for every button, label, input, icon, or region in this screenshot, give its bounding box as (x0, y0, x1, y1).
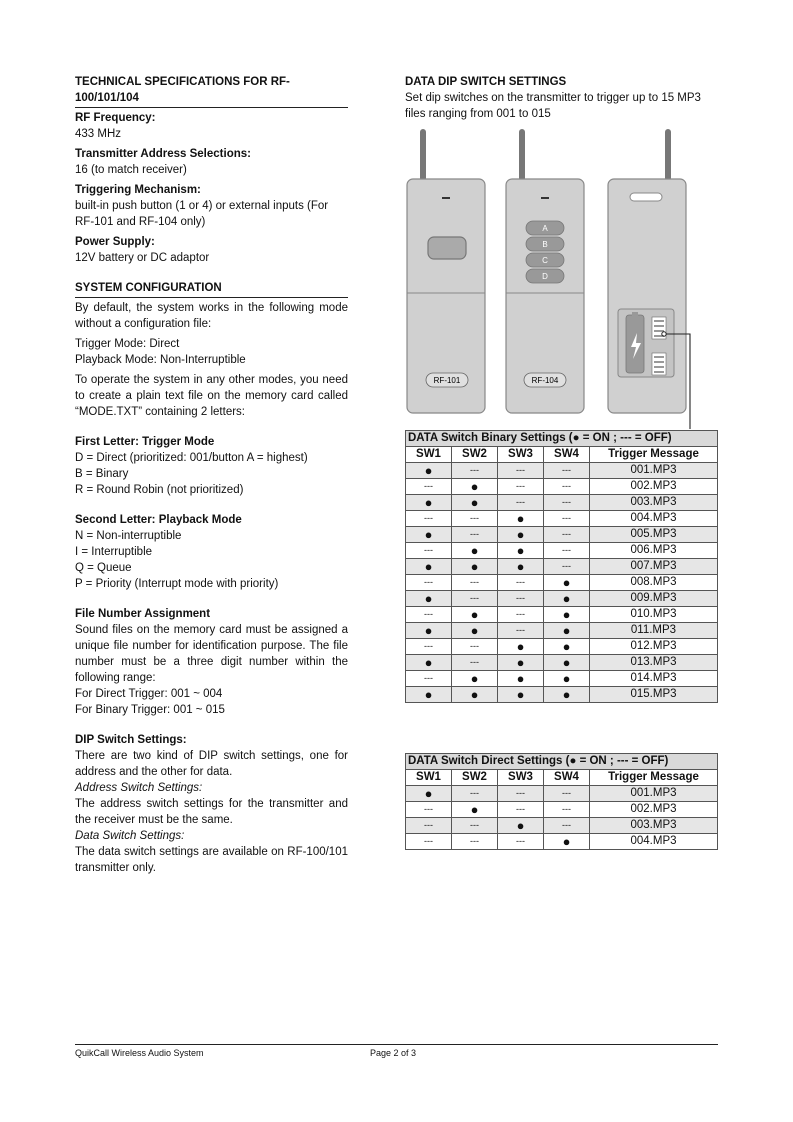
switch-state-cell: ● (406, 527, 452, 543)
trigger-message-cell: 004.MP3 (590, 834, 718, 850)
address-switch-label: Address Switch Settings: (75, 782, 203, 794)
switch-state-cell: ● (452, 479, 498, 495)
switch-state-cell: --- (498, 463, 544, 479)
address-switch-text: The address switch settings for the transmitter and the receiver must be the same. (75, 798, 348, 826)
file-number-direct: For Direct Trigger: 001 ~ 004 (75, 688, 223, 700)
switch-state-cell: ● (544, 575, 590, 591)
switch-state-cell: --- (544, 495, 590, 511)
switch-state-cell: --- (544, 802, 590, 818)
system-config-intro: By default, the system works in the following mode without a configuration file: (75, 302, 348, 330)
switch-state-cell: --- (452, 786, 498, 802)
switch-state-cell: --- (452, 818, 498, 834)
binary-settings-table (405, 430, 718, 703)
switch-state-cell: --- (498, 623, 544, 639)
switch-state-cell: --- (452, 511, 498, 527)
switch-state-cell: ● (406, 655, 452, 671)
binary-table-caption: DATA Switch Binary Settings (● = ON ; --- = OFF) (406, 431, 718, 447)
switch-state-cell: ● (406, 463, 452, 479)
second-letter-item: I = Interruptible (75, 546, 153, 558)
header-sw4: SW4 (544, 770, 590, 786)
switch-state-cell: ● (452, 543, 498, 559)
trigger-message-cell: 014.MP3 (590, 671, 718, 687)
switch-state-cell: ● (452, 802, 498, 818)
switch-state-cell: ● (498, 818, 544, 834)
trigger-message-cell: 001.MP3 (590, 463, 718, 479)
table-row (406, 655, 718, 671)
switch-state-cell: --- (544, 543, 590, 559)
second-letter-item: P = Priority (Interrupt mode with priority) (75, 578, 279, 590)
direct-settings-table (405, 753, 718, 850)
switch-state-cell: --- (544, 559, 590, 575)
switch-state-cell: ● (498, 527, 544, 543)
switch-state-cell: ● (498, 543, 544, 559)
first-letter-title: First Letter: Trigger Mode (75, 436, 215, 448)
switch-state-cell: --- (452, 591, 498, 607)
button-b-label: B (542, 240, 548, 249)
table-row (406, 559, 718, 575)
table-row (406, 834, 718, 850)
transmitter-back (608, 129, 690, 429)
switch-state-cell: --- (498, 495, 544, 511)
address-label: Transmitter Address Selections: (75, 148, 251, 160)
table-row (406, 786, 718, 802)
trigger-message-cell: 006.MP3 (590, 543, 718, 559)
table-row (406, 479, 718, 495)
switch-state-cell: --- (452, 639, 498, 655)
switch-state-cell: --- (406, 543, 452, 559)
rf101-label: RF-101 (433, 376, 461, 385)
switch-state-cell: --- (406, 671, 452, 687)
transmitter-illustration (400, 125, 720, 435)
switch-state-cell: --- (498, 786, 544, 802)
table-row (406, 818, 718, 834)
switch-state-cell: --- (544, 527, 590, 543)
switch-state-cell: --- (452, 527, 498, 543)
direct-table-caption: DATA Switch Direct Settings (● = ON ; --- = OFF) (406, 754, 718, 770)
table-row (406, 687, 718, 703)
switch-state-cell: ● (452, 671, 498, 687)
switch-state-cell: ● (406, 687, 452, 703)
address-value: 16 (to match receiver) (75, 164, 187, 176)
button-d-label: D (542, 272, 548, 281)
switch-state-cell: --- (498, 575, 544, 591)
switch-state-cell: ● (452, 687, 498, 703)
table-row (406, 639, 718, 655)
power-value: 12V battery or DC adaptor (75, 252, 210, 264)
header-sw2: SW2 (452, 770, 498, 786)
switch-state-cell: --- (544, 463, 590, 479)
trigger-message-cell: 005.MP3 (590, 527, 718, 543)
triggering-value: built-in push button (1 or 4) or external inputs (For RF-101 and RF-104 only) (75, 200, 329, 228)
header-sw1: SW1 (406, 447, 452, 463)
switch-state-cell: --- (406, 479, 452, 495)
trigger-message-cell: 003.MP3 (590, 495, 718, 511)
switch-state-cell: ● (452, 607, 498, 623)
file-number-text: Sound files on the memory card must be assigned a unique file number for identification purpose. The file number must be a three digit number within the following range: (75, 624, 348, 684)
switch-state-cell: ● (544, 591, 590, 607)
footer-page-number: Page 2 of 3 (370, 1048, 417, 1058)
trigger-message-cell: 011.MP3 (590, 623, 718, 639)
table-header-row (406, 447, 718, 463)
trigger-message-cell: 009.MP3 (590, 591, 718, 607)
data-dip-title: DATA DIP SWITCH SETTINGS (405, 76, 567, 88)
switch-state-cell: ● (544, 639, 590, 655)
switch-state-cell: ● (498, 559, 544, 575)
switch-state-cell: --- (406, 834, 452, 850)
switch-state-cell: --- (406, 607, 452, 623)
switch-state-cell: ● (452, 559, 498, 575)
switch-state-cell: ● (544, 623, 590, 639)
trigger-message-cell: 015.MP3 (590, 687, 718, 703)
table-row (406, 543, 718, 559)
switch-state-cell: ● (452, 623, 498, 639)
switch-state-cell: --- (452, 655, 498, 671)
system-config-title: SYSTEM CONFIGURATION (75, 280, 348, 298)
trigger-message-cell: 007.MP3 (590, 559, 718, 575)
left-column (75, 74, 348, 876)
second-letter-item: N = Non-interruptible (75, 530, 182, 542)
first-letter-item: D = Direct (prioritized: 001/button A = highest) (75, 452, 308, 464)
switch-state-cell: ● (498, 639, 544, 655)
data-switch-label: Data Switch Settings: (75, 830, 185, 842)
switch-state-cell: --- (498, 834, 544, 850)
switch-state-cell: ● (544, 655, 590, 671)
switch-state-cell: ● (498, 671, 544, 687)
switch-state-cell: --- (544, 818, 590, 834)
switch-state-cell: --- (452, 834, 498, 850)
trigger-message-cell: 004.MP3 (590, 511, 718, 527)
switch-state-cell: ● (452, 495, 498, 511)
trigger-message-cell: 010.MP3 (590, 607, 718, 623)
transmitter-rf101 (407, 129, 485, 413)
switch-state-cell: --- (498, 479, 544, 495)
table-row (406, 607, 718, 623)
system-config-other: To operate the system in any other modes, you need to create a plain text file on the memory card called “MODE.TXT” containing 2 letters: (75, 374, 348, 418)
table-row (406, 802, 718, 818)
switch-state-cell: --- (544, 786, 590, 802)
page-footer (75, 1044, 718, 1058)
switch-state-cell: ● (544, 607, 590, 623)
table-header-row (406, 770, 718, 786)
switch-state-cell: ● (406, 559, 452, 575)
first-letter-item: B = Binary (75, 468, 129, 480)
header-sw4: SW4 (544, 447, 590, 463)
switch-state-cell: ● (498, 655, 544, 671)
switch-state-cell: ● (406, 786, 452, 802)
header-sw3: SW3 (498, 447, 544, 463)
switch-state-cell: --- (452, 463, 498, 479)
header-trigger-message: Trigger Message (590, 770, 718, 786)
switch-state-cell: --- (406, 639, 452, 655)
trigger-message-cell: 002.MP3 (590, 802, 718, 818)
table-row (406, 527, 718, 543)
transmitter-rf104 (506, 129, 584, 413)
switch-state-cell: --- (544, 479, 590, 495)
file-number-binary: For Binary Trigger: 001 ~ 015 (75, 704, 225, 716)
footer-product-name: QuikCall Wireless Audio System (75, 1048, 204, 1058)
switch-state-cell: --- (406, 575, 452, 591)
second-letter-title: Second Letter: Playback Mode (75, 514, 242, 526)
dip-switch-bottom-icon (652, 353, 666, 375)
default-playback-mode: Playback Mode: Non-Interruptible (75, 354, 246, 366)
trigger-message-cell: 013.MP3 (590, 655, 718, 671)
data-switch-text: The data switch settings are available on RF-100/101 transmitter only. (75, 846, 348, 874)
button-a-label: A (542, 224, 548, 233)
header-sw3: SW3 (498, 770, 544, 786)
right-column (405, 74, 718, 122)
trigger-message-cell: 001.MP3 (590, 786, 718, 802)
switch-state-cell: --- (406, 511, 452, 527)
table-row (406, 575, 718, 591)
rf-frequency-value: 433 MHz (75, 128, 122, 140)
header-sw2: SW2 (452, 447, 498, 463)
switch-state-cell: ● (544, 834, 590, 850)
power-label: Power Supply: (75, 236, 155, 248)
trigger-message-cell: 002.MP3 (590, 479, 718, 495)
table-row (406, 623, 718, 639)
switch-state-cell: ● (406, 495, 452, 511)
switch-state-cell: ● (406, 591, 452, 607)
switch-state-cell: ● (544, 687, 590, 703)
switch-state-cell: --- (498, 802, 544, 818)
switch-state-cell: ● (498, 687, 544, 703)
header-trigger-message: Trigger Message (590, 447, 718, 463)
file-number-title: File Number Assignment (75, 608, 211, 620)
switch-state-cell: --- (498, 591, 544, 607)
trigger-message-cell: 003.MP3 (590, 818, 718, 834)
default-trigger-mode: Trigger Mode: Direct (75, 338, 180, 350)
table-row (406, 495, 718, 511)
switch-state-cell: --- (498, 607, 544, 623)
table-row (406, 463, 718, 479)
switch-state-cell: ● (544, 671, 590, 687)
header-sw1: SW1 (406, 770, 452, 786)
switch-state-cell: ● (406, 623, 452, 639)
switch-state-cell: --- (544, 511, 590, 527)
table-row (406, 671, 718, 687)
table-row (406, 511, 718, 527)
table-row (406, 591, 718, 607)
second-letter-item: Q = Queue (75, 562, 132, 574)
switch-state-cell: ● (498, 511, 544, 527)
trigger-message-cell: 012.MP3 (590, 639, 718, 655)
triggering-label: Triggering Mechanism: (75, 184, 201, 196)
tech-spec-title: TECHNICAL SPECIFICATIONS FOR RF-100/101/104 (75, 74, 348, 108)
button-c-label: C (542, 256, 548, 265)
rf104-label: RF-104 (531, 376, 559, 385)
switch-state-cell: --- (452, 575, 498, 591)
rf-frequency-label: RF Frequency: (75, 112, 156, 124)
data-dip-text: Set dip switches on the transmitter to trigger up to 15 MP3 files ranging from 001 to 015 (405, 92, 701, 120)
dip-title: DIP Switch Settings: (75, 734, 187, 746)
switch-state-cell: --- (406, 818, 452, 834)
trigger-message-cell: 008.MP3 (590, 575, 718, 591)
dip-text: There are two kind of DIP switch settings, one for address and the other for data. (75, 750, 348, 778)
first-letter-item: R = Round Robin (not prioritized) (75, 484, 244, 496)
switch-state-cell: --- (406, 802, 452, 818)
